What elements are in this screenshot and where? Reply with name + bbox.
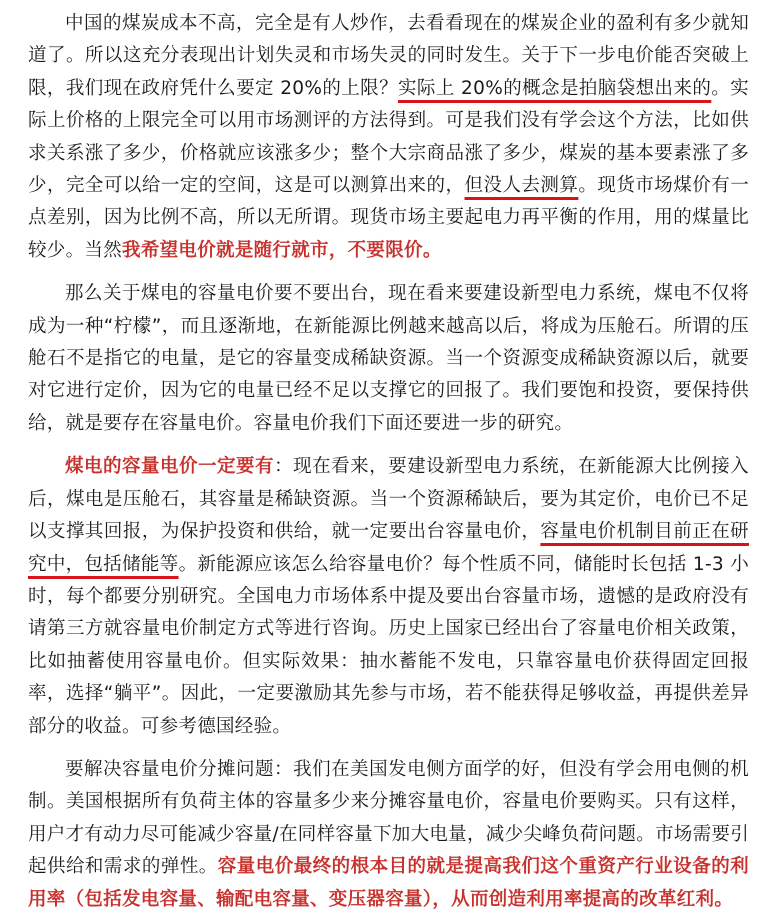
highlighted-text: 容量电价最终的根本目的就是提高我们这个重资产行业设备的利用率（包括发电容量、输配电容量、变压器容量），从而创造利用率提高的改革红利。 xyxy=(28,856,749,910)
text-span: 那么关于煤电的容量电价要不要出台，现在看来要建设新型电力系统，煤电不仅将成为一种“柠檬”，而且逐渐地，在新能源比例越来越高以后，将成为压舱石。所谓的压舱石不是指它的电量，是它的容量变成稀缺资源。当一个资源变成稀缺资源以后，就要对它进行定价，因为它的电量已经不足以支撑它的回报了。我们要饱和投资，要保持供给，就是要存在容量电价。容量电价我们下面还要进一步的研究。 xyxy=(28,283,749,434)
text-span: 要解决容量电价分摊问题：我们在美国发电侧方面学的好，但没有学会用电侧的机制。美国根据所有负荷主体的容量多少来分摊容量电价，容量电价要购买。只有这样，用户才有动力尽可能减少容量/在同样容量下加大电量，减少尖峰负荷问题。市场需要引起供给和需求的弹性。 xyxy=(28,758,749,878)
text-span: 。实际上价格的上限完全可以用市场测评的方法得到。可是我们没有学会这个方法，比如供求关系涨了多少，价格就应该涨多少；整个大宗商品涨了多少，煤炭的基本要素涨了多少，完全可以给一定的空间，这是可以测算出来的， xyxy=(28,77,749,197)
text-span: 中国的煤炭成本不高，完全是有人炒作，去看看现在的煤炭企业的盈利有多少就知道了。所以这充分表现出计划失灵和市场失灵的同时发生。关于下一步电价能否突破上限，我们现在政府凭什么要定 20%的上限？ xyxy=(28,13,749,99)
paragraph-coal-price xyxy=(28,8,749,267)
text-span: 。新能源应该怎么给容量电价？每个性质不同，储能时长包括 1-3 小时，每个都要分别研究。全国电力市场体系中提及要出台容量市场，遗憾的是政府没有请第三方就容量电价制定方式等进行咨询。历史上国家已经出台了容量电价相关政策，比如抽蓄使用容量电价。但实际效果：抽水蓄能不发电，只靠容量电价获得固定回报率，选择“躺平”。因此，一定要激励其先参与市场，若不能获得足够收益，再提供差异部分的收益。可参考德国经验。 xyxy=(28,553,749,737)
paragraph-capacity-price-allocation xyxy=(28,754,749,916)
paragraph-capacity-price-required xyxy=(28,451,749,743)
underlined-text: 容量电价机制目前正在研究中，包括储能等 xyxy=(28,521,749,575)
highlighted-text: 我希望电价就是随行就市，不要限价。 xyxy=(122,239,442,261)
paragraph-capacity-price-intro xyxy=(28,278,749,440)
highlighted-text: 煤电的容量电价一定要有 xyxy=(65,456,275,478)
text-span: ：现在看来，要建设新型电力系统，在新能源大比例接入后，煤电是压舱石，其容量是稀缺资源。当一个资源稀缺后，要为其定价，电价已不足以支撑其回报，为保护投资和供给，就一定要出台容量电价， xyxy=(28,456,749,543)
text-span: 。现货市场煤价有一点差别，因为比例不高，所以无所谓。现货市场主要起电力再平衡的作用，用的煤量比较少。当然 xyxy=(28,175,749,261)
underlined-text: 但没人去测算 xyxy=(464,175,579,197)
underlined-text: 实际上 20%的概念是拍脑袋想出来的 xyxy=(398,77,712,99)
